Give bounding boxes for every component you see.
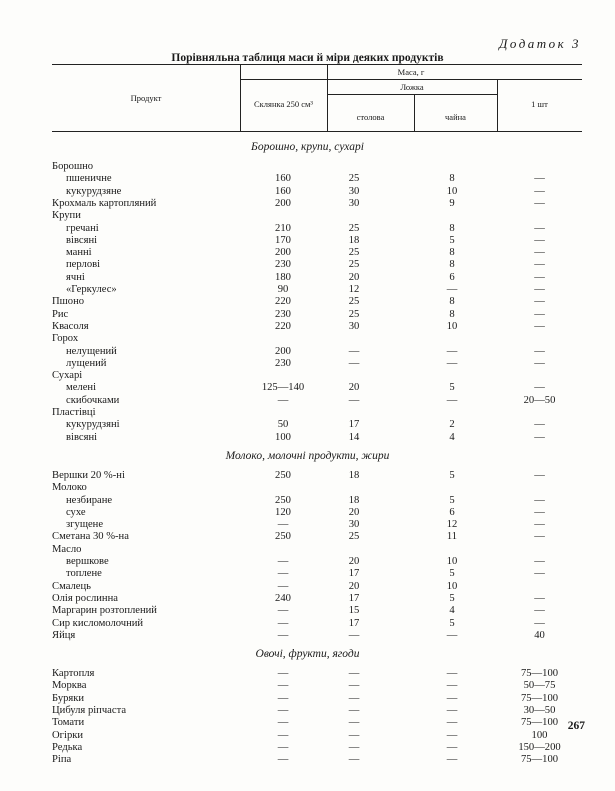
teaspoon-value: 10 <box>446 320 458 332</box>
piece-value: — <box>534 320 545 332</box>
tablespoon-value: 30 <box>348 185 360 197</box>
piece-value: — <box>534 531 545 543</box>
table-row <box>52 358 582 370</box>
table-row <box>52 605 582 617</box>
teaspoon-value: — <box>446 705 458 716</box>
tablespoon-value: 20 <box>348 580 360 592</box>
table-row <box>52 495 582 507</box>
table-row <box>52 161 582 173</box>
teaspoon-value: 12 <box>446 519 458 531</box>
table-row <box>52 223 582 235</box>
teaspoon-value: 5 <box>449 234 455 246</box>
tablespoon-value: 18 <box>348 469 360 481</box>
table-row <box>52 519 582 531</box>
page-number: 267 <box>567 720 585 732</box>
product-name: Яйця <box>52 629 76 641</box>
table-row <box>52 247 582 259</box>
teaspoon-value: 10 <box>446 580 458 592</box>
table-row <box>52 346 582 358</box>
piece-value: — <box>534 494 545 506</box>
table-row <box>52 259 582 271</box>
piece-value: — <box>534 431 545 443</box>
tablespoon-value: 25 <box>348 531 360 543</box>
product-name: сухе <box>66 506 86 518</box>
tablespoon-value: — <box>348 357 360 369</box>
piece-value: — <box>534 469 545 481</box>
table-row <box>52 668 582 680</box>
teaspoon-value: — <box>446 394 458 406</box>
glass-value: 100 <box>275 431 291 443</box>
glass-value: 200 <box>275 247 291 259</box>
piece-value: 75—100 <box>520 692 559 704</box>
product-name: пшеничне <box>66 173 112 185</box>
tablespoon-value: 18 <box>348 494 360 506</box>
product-name: Цибуля ріпчаста <box>52 705 127 716</box>
teaspoon-value: 11 <box>446 531 458 543</box>
glass-value: 170 <box>275 234 291 246</box>
table-row <box>52 321 582 333</box>
glass-value: — <box>277 680 289 692</box>
tablespoon-value: — <box>348 705 360 716</box>
piece-value: — <box>534 345 545 357</box>
table-row <box>52 482 582 494</box>
product-name: перлові <box>66 259 101 271</box>
teaspoon-value: 6 <box>449 506 455 518</box>
tablespoon-value: 12 <box>348 284 360 295</box>
teaspoon-value: — <box>446 717 458 729</box>
product-name: нелущений <box>66 345 117 357</box>
table-row <box>52 296 582 308</box>
teaspoon-value: — <box>446 741 458 753</box>
tablespoon-value: — <box>348 394 360 406</box>
piece-value: — <box>534 357 545 369</box>
product-name: Томати <box>52 717 85 729</box>
tablespoon-value: — <box>348 754 360 766</box>
glass-value: 220 <box>275 296 291 308</box>
tablespoon-value: — <box>348 729 360 741</box>
glass-value: 160 <box>275 185 291 197</box>
teaspoon-value: 8 <box>449 308 455 320</box>
piece-value: — <box>534 506 545 518</box>
piece-value: — <box>534 308 545 320</box>
table-row <box>52 284 582 296</box>
tablespoon-value: 14 <box>348 431 360 443</box>
section-title: Борошно, крупи, сухарі <box>251 141 364 153</box>
piece-value: — <box>534 296 545 308</box>
table-row <box>52 556 582 568</box>
appendix-label: Додаток 3 <box>499 36 581 51</box>
table-row <box>52 742 582 754</box>
glass-value: 50 <box>277 419 289 431</box>
glass-value: 120 <box>275 506 291 518</box>
teaspoon-value: 9 <box>449 197 455 209</box>
product-name: Олія рослинна <box>52 592 118 604</box>
spoon-column-header: Ложка <box>400 82 424 92</box>
glass-value: 250 <box>275 469 291 481</box>
table-row <box>52 544 582 556</box>
table-row <box>52 618 582 630</box>
tablespoon-value: 25 <box>348 296 360 308</box>
teaspoon-value: 8 <box>449 296 455 308</box>
glass-value: — <box>277 617 289 629</box>
product-column-header: Продукт <box>130 93 162 103</box>
tablespoon-value: 20 <box>348 382 360 394</box>
section-title: Овочі, фрукти, ягоди <box>255 648 360 661</box>
tablespoon-value: 30 <box>348 519 360 531</box>
product-name: Смалець <box>52 580 91 592</box>
piece-value: — <box>534 173 545 185</box>
piece-value: — <box>534 185 545 197</box>
piece-value: — <box>534 284 545 295</box>
tablespoon-value: — <box>348 741 360 753</box>
teaspoon-value: 5 <box>449 494 455 506</box>
tablespoon-value: — <box>348 680 360 692</box>
piece-value: 30—50 <box>523 705 556 716</box>
tablespoon-value: — <box>348 692 360 704</box>
glass-value: 90 <box>277 284 289 295</box>
product-name: Ріпа <box>52 754 72 766</box>
mass-column-header: Маса, г <box>397 67 425 77</box>
product-name: Маргарин розтоплений <box>52 605 157 617</box>
piece-value: — <box>534 382 545 394</box>
product-name: топлене <box>66 568 102 580</box>
table-row <box>52 210 582 222</box>
teaspoon-value: 2 <box>449 419 455 431</box>
tablespoon-value: — <box>348 345 360 357</box>
table-row <box>52 198 582 210</box>
table-row <box>52 717 582 729</box>
piece-value: — <box>534 592 545 604</box>
teaspoon-value: 5 <box>449 592 455 604</box>
teaspoon-value: — <box>446 729 458 741</box>
teaspoon-value: 10 <box>446 556 458 567</box>
glass-value: 240 <box>275 592 291 604</box>
glass-value: — <box>277 605 289 617</box>
product-name: гречані <box>66 222 99 234</box>
product-name: Горох <box>52 333 79 345</box>
product-name: Борошно <box>52 161 94 172</box>
glass-value: 160 <box>275 173 291 185</box>
teaspoon-value: 10 <box>446 185 458 197</box>
header-divider <box>240 79 582 80</box>
teaspoon-value: 6 <box>449 271 455 283</box>
piece-value: — <box>534 419 545 431</box>
teaspoon-value: 5 <box>449 382 455 394</box>
table-row <box>52 419 582 431</box>
table-row <box>52 754 582 766</box>
tablespoon-value: 25 <box>348 259 360 271</box>
glass-value: — <box>277 568 289 580</box>
product-name: Сметана 30 %-на <box>52 531 129 543</box>
product-name: Квасоля <box>52 320 89 332</box>
product-name: Сухарі <box>52 370 83 382</box>
tablespoon-value: 17 <box>348 617 360 629</box>
product-name: «Геркулес» <box>66 284 117 295</box>
tablespoon-value: — <box>348 668 360 680</box>
teaspoon-value: — <box>446 680 458 692</box>
piece-value: — <box>534 271 545 283</box>
teaspoon-value: — <box>446 754 458 766</box>
glass-value: — <box>277 519 289 531</box>
product-name: Редька <box>52 741 83 753</box>
tablespoon-value: — <box>348 717 360 729</box>
table-row <box>52 382 582 394</box>
glass-value: — <box>277 580 289 592</box>
product-name: Огірки <box>52 729 84 741</box>
table-row <box>52 693 582 705</box>
glass-value: 220 <box>275 320 291 332</box>
glass-value: 230 <box>275 259 291 271</box>
teaspoon-value: — <box>446 284 458 295</box>
piece-value: 75—100 <box>520 754 559 766</box>
glass-value: 230 <box>275 357 291 369</box>
glass-value: 230 <box>275 308 291 320</box>
product-name: Молоко <box>52 482 87 494</box>
table-row <box>52 581 582 593</box>
teaspoon-value: 8 <box>449 247 455 259</box>
glass-value: — <box>277 705 289 716</box>
product-name: Рис <box>52 308 69 320</box>
table-row <box>52 186 582 198</box>
product-name: Пластівці <box>52 407 96 418</box>
table-row <box>52 333 582 345</box>
product-name: Вершки 20 %-ні <box>52 469 125 481</box>
product-name: Масло <box>52 543 82 555</box>
table-row <box>52 705 582 717</box>
product-name: Крупи <box>52 210 81 222</box>
product-name: вівсяні <box>66 234 98 246</box>
teaspoon-value: — <box>446 692 458 704</box>
product-name: незбиране <box>66 494 113 506</box>
piece-value: — <box>534 197 545 209</box>
tablespoon-value: 20 <box>348 271 360 283</box>
table-header <box>52 64 582 132</box>
piece-value: 75—100 <box>520 668 559 680</box>
piece-value: 50—75 <box>523 680 556 692</box>
table-row <box>52 407 582 419</box>
tablespoon-value: 25 <box>348 173 360 185</box>
teaspoon-value: 8 <box>449 173 455 185</box>
tablespoon-column-header: столова <box>356 112 385 122</box>
table-row <box>52 507 582 519</box>
glass-value: 200 <box>275 345 291 357</box>
product-name: кукурудзяне <box>66 185 122 197</box>
tablespoon-value: 25 <box>348 247 360 259</box>
product-name: ячні <box>66 271 85 283</box>
glass-value: 210 <box>275 222 291 234</box>
product-name: вівсяні <box>66 431 98 443</box>
table-row <box>52 395 582 407</box>
piece-value: 100 <box>531 729 548 741</box>
piece-value: — <box>534 605 545 617</box>
product-name: лущений <box>66 357 107 369</box>
teaspoon-value: — <box>446 668 458 680</box>
teaspoon-value: 5 <box>449 469 455 481</box>
piece-value: — <box>534 617 545 629</box>
product-name: вершкове <box>66 556 109 567</box>
tablespoon-value: 25 <box>348 222 360 234</box>
product-name: Буряки <box>52 692 85 704</box>
teaspoon-value: — <box>446 345 458 357</box>
piece-value: — <box>534 222 545 234</box>
tablespoon-value: 17 <box>348 592 360 604</box>
tablespoon-value: 30 <box>348 197 360 209</box>
tablespoon-value: 18 <box>348 234 360 246</box>
table-row <box>52 235 582 247</box>
tablespoon-value: — <box>348 629 360 641</box>
product-name: Картопля <box>52 668 95 680</box>
tablespoon-value: 20 <box>348 506 360 518</box>
product-name: кукурудзяні <box>66 419 120 431</box>
glass-value: — <box>277 729 289 741</box>
table-row <box>52 531 582 543</box>
header-divider <box>327 94 497 95</box>
piece-value: — <box>534 234 545 246</box>
tablespoon-value: 25 <box>348 308 360 320</box>
piece-value: 75—100 <box>520 717 559 729</box>
piece-value: — <box>534 556 545 567</box>
table-row <box>52 272 582 284</box>
table-row <box>52 630 582 642</box>
glass-value: — <box>277 717 289 729</box>
piece-column-header: 1 шт <box>531 99 548 109</box>
teaspoon-value: 8 <box>449 259 455 271</box>
glass-column-header: Склянка 250 см³ <box>254 99 313 109</box>
table-row <box>52 680 582 692</box>
table-row <box>52 568 582 580</box>
piece-value: — <box>534 568 545 580</box>
glass-value: — <box>277 394 289 406</box>
piece-value: 20—50 <box>523 394 556 406</box>
product-name: Сир кисломолочний <box>52 617 144 629</box>
teaspoon-value: 4 <box>449 605 455 617</box>
teaspoon-value: 8 <box>449 222 455 234</box>
product-name: Крохмаль картопляний <box>52 197 157 209</box>
glass-value: — <box>277 556 289 567</box>
table-row <box>52 173 582 185</box>
table-row <box>52 370 582 382</box>
glass-value: 180 <box>275 271 291 283</box>
glass-value: 125—140 <box>261 382 305 394</box>
glass-value: — <box>277 629 289 641</box>
product-name: згущене <box>66 519 104 531</box>
table-row <box>52 593 582 605</box>
glass-value: — <box>277 741 289 753</box>
glass-value: 250 <box>275 531 291 543</box>
glass-value: 250 <box>275 494 291 506</box>
piece-value: — <box>534 519 545 531</box>
table-title: Порівняльна таблиця маси й міри деяких продуктів <box>171 52 444 64</box>
tablespoon-value: 17 <box>348 419 360 431</box>
teaspoon-value: — <box>446 357 458 369</box>
tablespoon-value: 20 <box>348 556 360 567</box>
teaspoon-value: 5 <box>449 568 455 580</box>
glass-value: 200 <box>275 197 291 209</box>
piece-value: 40 <box>534 629 545 641</box>
table-row <box>52 470 582 482</box>
glass-value: — <box>277 692 289 704</box>
table-row <box>52 730 582 742</box>
teaspoon-value: 5 <box>449 617 455 629</box>
product-name: скибочками <box>66 394 120 406</box>
table-row <box>52 432 582 444</box>
section-title: Молоко, молочні продукти, жири <box>225 449 390 462</box>
product-name: Пшоно <box>52 296 85 308</box>
tablespoon-value: 17 <box>348 568 360 580</box>
teaspoon-column-header: чайна <box>445 112 466 122</box>
product-name: манні <box>66 247 92 259</box>
product-name: мелені <box>66 382 97 394</box>
glass-value: — <box>277 668 289 680</box>
tablespoon-value: 30 <box>348 320 360 332</box>
product-name: Морква <box>52 680 87 692</box>
glass-value: — <box>277 754 289 766</box>
tablespoon-value: 15 <box>348 605 360 617</box>
piece-value: — <box>534 247 545 259</box>
table-row <box>52 309 582 321</box>
piece-value: 150—200 <box>518 741 561 753</box>
teaspoon-value: 4 <box>449 431 455 443</box>
piece-value: — <box>534 259 545 271</box>
teaspoon-value: — <box>446 629 458 641</box>
